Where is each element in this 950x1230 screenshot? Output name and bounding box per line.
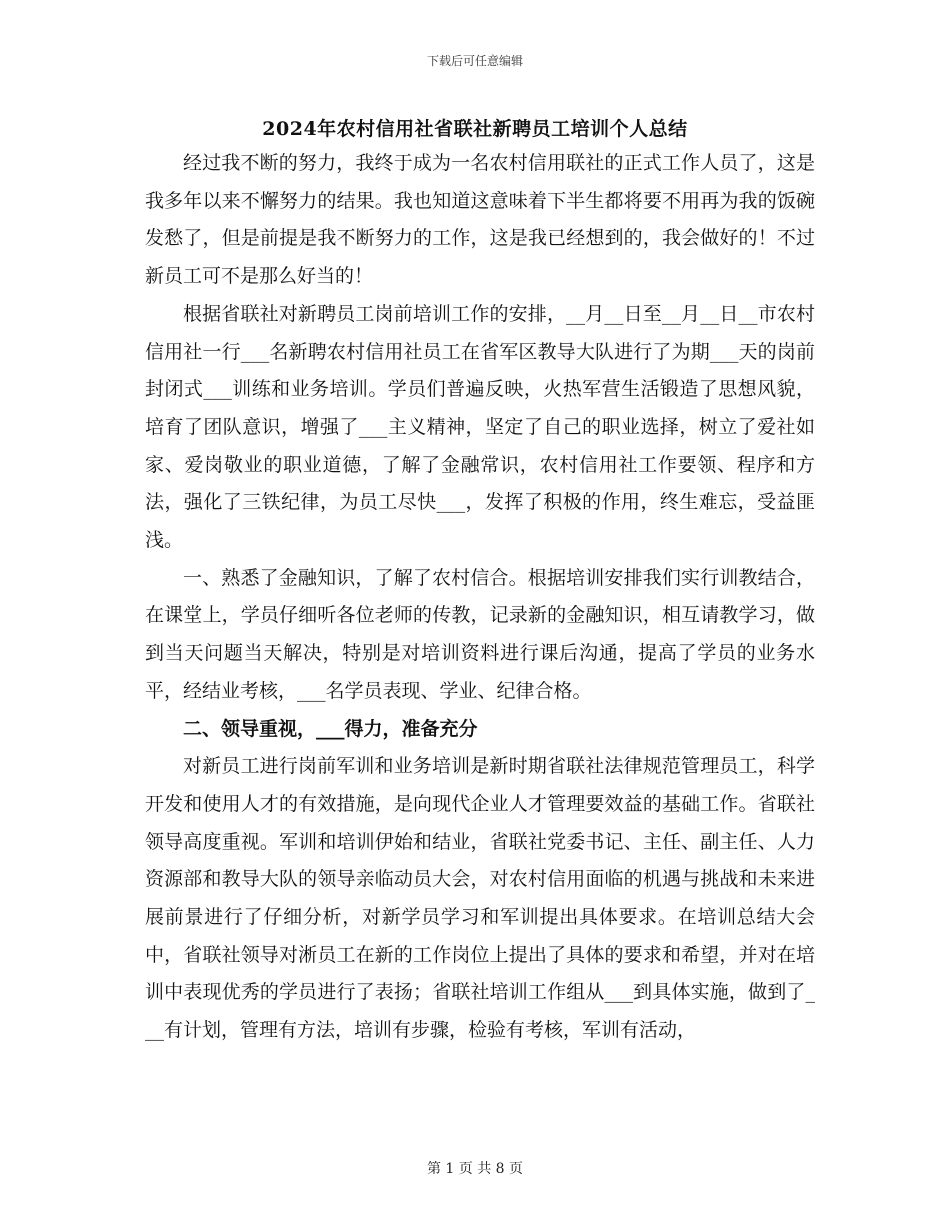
paragraph-training-arrangement: 根据省联社对新聘员工岗前培训工作的安排，__月__日至__月__日__市农村信用社一行___名新聘农村信用社员工在省军区教导大队进行了为期___天的岗前封闭式___训练和业务培训。学员们普遍反映，火热军营生活锻造了思想风貌，培育了团队意识，增强了___主义精神，坚定了自己的职业选择，树立了爱社如家、爱岗敬业的职业道德，了解了金融常识，农村信用社工作要领、程序和方法，强化了三铁纪律，为员工尽快___，发挥了积极的作用，终生难忘，受益匪浅。 bbox=[145, 302, 815, 552]
document-body bbox=[145, 145, 815, 1050]
page-footer: 第 1 页 共 8 页 bbox=[426, 1161, 524, 1177]
document-title: 2024年农村信用社省联社新聘员工培训个人总结 bbox=[262, 118, 688, 140]
header-note: 下载后可任意编辑 bbox=[426, 54, 523, 68]
paragraph-section-one: 一、熟悉了金融知识，了解了农村信合。根据培训安排我们实行训教结合，在课堂上，学员仔细听各位老师的传教，记录新的金融知识，相互请教学习，做到当天问题当天解决，特别是对培训资料进行课后沟通，提高了学员的业务水平，经结业考核，___名学员表现、学业、纪律合格。 bbox=[145, 566, 815, 702]
section-two-heading: 二、领导重视，___得力，准备充分 bbox=[183, 717, 478, 740]
paragraph-intro: 经过我不断的努力，我终于成为一名农村信用联社的正式工作人员了，这是我多年以来不懈努力的结果。我也知道这意味着下半生都将要不用再为我的饭碗发愁了，但是前提是我不断努力的工作，这是我已经想到的，我会做好的！不过新员工可不是那么好当的！ bbox=[145, 152, 815, 288]
paragraph-section-two: 对新员工进行岗前军训和业务培训是新时期省联社法律规范管理员工，科学开发和使用人才的有效措施，是向现代企业人才管理要效益的基础工作。省联社领导高度重视。军训和培训伊始和结业，省联社党委书记、主任、副主任、人力资源部和教导大队的领导亲临动员大会，对农村信用面临的机遇与挑战和未来进展前景进行了仔细分析，对新学员学习和军训提出具体要求。在培训总结大会中，省联社领导对淅员工在新的工作岗位上提出了具体的要求和希望，并对在培训中表现优秀的学员进行了表扬；省联社培训工作组从___到具体实施，做到了___有计划，管理有方法，培训有步骤，检验有考核，军训有活动， bbox=[145, 755, 815, 1042]
